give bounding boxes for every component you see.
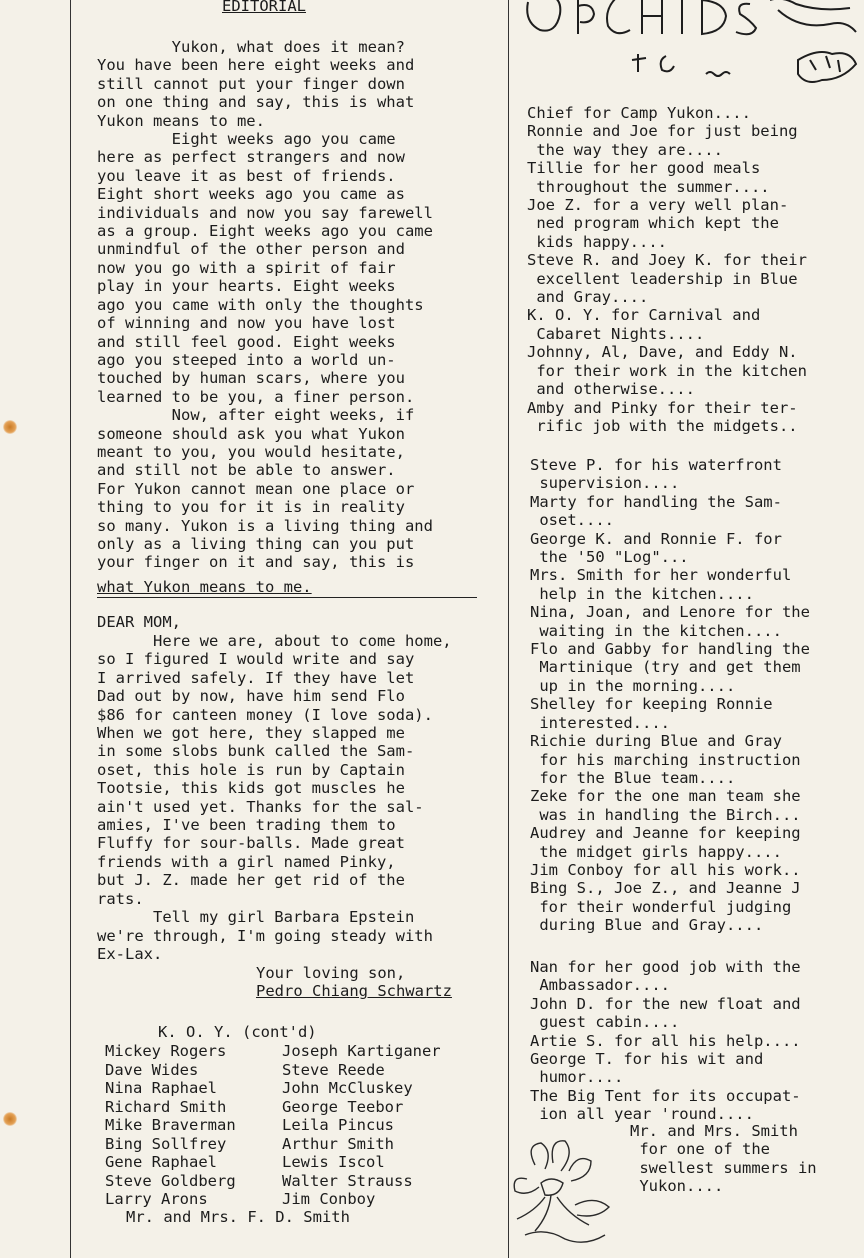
editorial-closing-line: what Yukon means to me. (97, 578, 312, 596)
orchids-list-3: Nan for her good job with the Ambassador.... John D. for the new float and guest cabin.... Artie S. for all his help.... George T. for his wit and humor.... The Big Tent for its occupat- ion all year 'round.... (530, 958, 801, 1124)
koy-names-right (282, 1042, 441, 1209)
left-border (70, 0, 71, 1258)
koy-name: Leila Pincus (282, 1116, 394, 1134)
koy-name: Mickey Rogers (105, 1042, 227, 1060)
koy-name: Lewis Iscol (282, 1153, 385, 1171)
koy-name: Steve Reede (282, 1060, 385, 1079)
koy-name: Arthur Smith (282, 1134, 394, 1153)
koy-name: Gene Raphael (105, 1153, 217, 1171)
koy-name: Mike Braverman (105, 1116, 236, 1134)
koy-names-left (105, 1042, 236, 1209)
koy-name: Nina Raphael (105, 1079, 217, 1097)
letter-closing: Your loving son, (256, 964, 406, 982)
editorial-body: Yukon, what does it mean? You have been here eight weeks and still cannot put your finger down on one thing and say, this is what Yukon means to me. Eight weeks ago you came here as perfect strangers and now you leave it as best of friends. Eight short weeks ago you came as individuals and now you say farewell as a group. Eight weeks ago you came unmindful of the other person and now you go with a spirit of fair play in your hearts. Eight weeks ago you came with only the thoughts of winning and now you have lost and still feel good. Eight weeks ago you steeped into a world un- touched by human scars, where you learned to be you, a finer person. Now, after eight weeks, if someone should ask you what Yukon meant to you, you would hesitate, and still not be able to answer. For Yukon cannot mean one place or thing to you for it is in reality so many. Yukon is a living thing and only as a living thing can you put your finger on it and say, this is (97, 38, 433, 572)
koy-footer: Mr. and Mrs. F. D. Smith (126, 1208, 350, 1226)
koy-name: Jim Conboy (282, 1190, 376, 1208)
koy-name: Joseph Kartiganer (282, 1042, 441, 1060)
koy-name: George Teebor (282, 1097, 404, 1116)
koy-name: Dave Wides (105, 1060, 199, 1079)
editorial-rule (97, 597, 477, 598)
koy-name: Bing Sollfrey (105, 1134, 227, 1153)
flower-doodle (505, 1135, 645, 1250)
orchids-list-1: Chief for Camp Yukon.... Ronnie and Joe for just being the way they are.... Tillie for her good meals throughout the summer.... Joe Z. for a very well plan- ned program which kept the kids happy.... Steve R. and Joey K. for their excellent leadership in Blue and Gray.... K. O. Y. for Carnival and Cabaret Nights.... Johnny, Al, Dave, and Eddy N. for their work in the kitchen and otherwise.... Amby and Pinky for their ter- rific job with the midgets.. (527, 104, 807, 435)
orchids-list-4: Mr. and Mrs. Smith for one of the swellest summers in Yukon.... (630, 1122, 817, 1196)
letter-body: Here we are, about to come home, so I figured I would write and say I arrived safely. If they have let Dad out by now, have him send Flo $86 for canteen money (I love soda). When we got here, they slapped me in some slobs bunk called the Sam- oset, this hole is run by Captain Tootsie, this kids got muscles he ain't used yet. Thanks for the sal- amies, I've been trading them to Fluffy for sour-balls. Made great friends with a girl named Pinky, but J. Z. made her get rid of the rats. Tell my girl Barbara Epstein we're through, I'm going steady with Ex-Lax. (97, 632, 452, 963)
koy-heading: K. O. Y. (cont'd) (158, 1023, 317, 1041)
orchids-header-lettering (520, 0, 864, 100)
koy-name: John McCluskey (282, 1079, 413, 1097)
koy-name: Walter Strauss (282, 1171, 413, 1190)
letter-signature: Pedro Chiang Schwartz (256, 982, 452, 1000)
koy-name: Richard Smith (105, 1097, 227, 1116)
orchids-list-2: Steve P. for his waterfront supervision.... Marty for handling the Sam- oset.... George K. and Ronnie F. for the '50 "Log"... Mrs. Smith for her wonderful help in the kitchen.... Nina, Joan, and Lenore for the waiting in the kitchen.... Flo and Gabby for handling the Martinique (try and get them up in the morning.... Shelley for keeping Ronnie interested.... Richie during Blue and Gray for his marching instruction for the Blue team.... Zeke for the one man team she was in handling the Birch... Audrey and Jeanne for keeping the midget girls happy.... Jim Conboy for all his work.. Bing S., Joe Z., and Jeanne J for their wonderful judging during Blue and Gray.... (530, 456, 810, 935)
editorial-title: EDITORIAL (222, 0, 306, 15)
koy-name: Larry Arons (105, 1190, 208, 1208)
binder-hole-top (3, 420, 17, 434)
column-divider (508, 0, 509, 1258)
binder-hole-bottom (3, 1112, 17, 1126)
koy-name: Steve Goldberg (105, 1171, 236, 1190)
letter-salutation: DEAR MOM, (97, 613, 181, 631)
